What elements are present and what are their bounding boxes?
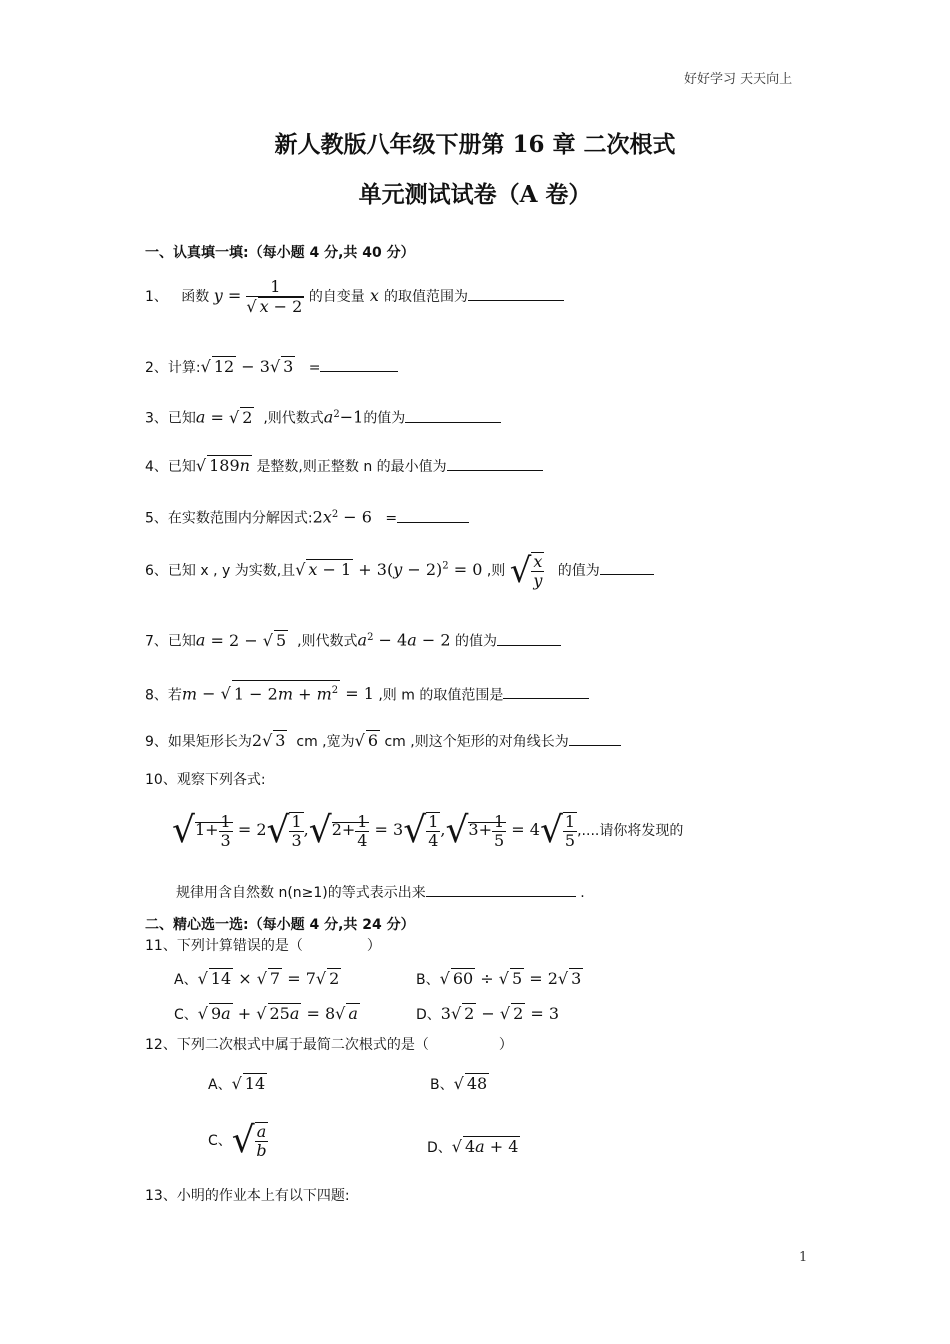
q12-option-c[interactable]: C、√ $\frac{a}{b}$ bbox=[208, 1120, 267, 1161]
section2-heading: 二、精心选一选:（每小题 4 分,共 24 分） bbox=[145, 917, 415, 933]
doc-title: 新人教版八年级下册第 16 章 二次根式 bbox=[274, 131, 676, 158]
question-11: 11、下列计算错误的是（ ） bbox=[145, 938, 381, 954]
question-4: 4、已知√ 189n 是整数,则正整数 n 的最小值为 bbox=[145, 455, 543, 477]
q6-answer-blank[interactable] bbox=[600, 560, 654, 575]
q3-answer-blank[interactable] bbox=[405, 408, 501, 423]
q10-answer-blank[interactable] bbox=[426, 882, 576, 897]
question-8: 8、若m − √ $1 - 2m + m^2 = 1$ ,则 m 的取值范围是 bbox=[145, 680, 589, 705]
q12-option-a[interactable]: A、√ 14 bbox=[208, 1074, 266, 1093]
question-12: 12、下列二次根式中属于最简二次根式的是（ ） bbox=[145, 1037, 513, 1053]
q11-option-b[interactable]: B、√ 60 ÷ √ 5 = 2√ 3 bbox=[416, 969, 582, 988]
doc-subtitle: 单元测试试卷（A 卷） bbox=[358, 181, 592, 208]
q6-fraction: $\frac{x}{y}$ bbox=[533, 552, 543, 590]
q1-answer-blank[interactable] bbox=[468, 286, 564, 301]
section1-heading: 一、认真填一填:（每小题 4 分,共 40 分） bbox=[145, 245, 415, 261]
q11-option-d[interactable]: D、3√ 2 − √ 2 = 3 bbox=[416, 1004, 560, 1023]
question-6: 6、已知 x , y 为实数,且√ $x - 1 + 3(y - 2)^2 = 0$ ,则 √ $\frac{x}{y}$ 的值为 bbox=[145, 552, 654, 590]
question-3: 3、已知a = √ 2 ,则代数式$a^2-1$的值为 bbox=[145, 405, 501, 429]
question-2: 2、计算:√ 12 − 3√ 3 = bbox=[145, 356, 398, 378]
header-motto: 好好学习 天天向上 bbox=[684, 72, 793, 87]
q8-answer-blank[interactable] bbox=[503, 684, 589, 699]
q11-option-a[interactable]: A、√ 14 × √ 7 = 7√ 2 bbox=[174, 969, 340, 988]
q10-line2: 规律用含自然数 n(n≥1)的等式表示出来 . bbox=[176, 882, 585, 903]
q12-option-d[interactable]: D、√ 4a + 4 bbox=[427, 1137, 519, 1156]
page-number: 1 bbox=[799, 1250, 808, 1265]
q7-answer-blank[interactable] bbox=[497, 631, 561, 646]
q2-answer-blank[interactable] bbox=[320, 357, 398, 372]
question-7: 7、已知a = 2 − √ 5 ,则代数式$a^2 - 4a - 2$ 的值为 bbox=[145, 628, 561, 652]
q12-option-b[interactable]: B、√ 48 bbox=[430, 1074, 488, 1093]
q10-pattern: √1+ $\frac{1}{3}$ = 2√ $\frac{1}{3}$ ,√2+ $\frac{1}{4}$ = 3√ $\frac{1}{4}$ ,√3+ $\frac{1}{5}$ = 4√ $\frac{1}{5}$ ,....请你将发现的 bbox=[172, 810, 684, 851]
question-1: 1、 函数 y = $\frac{1}{√ x - 2}$ 的自变量 x 的取值范围为 bbox=[145, 278, 564, 316]
q1-fraction: $\frac{1}{√ x - 2}$ bbox=[246, 277, 303, 316]
question-10: 10、观察下列各式: bbox=[145, 772, 266, 788]
question-5: 5、在实数范围内分解因式$:2x^2 - 6$ = bbox=[145, 505, 469, 529]
q11-option-c[interactable]: C、√ 9a + √ 25a = 8√ a bbox=[174, 1004, 358, 1023]
question-13: 13、小明的作业本上有以下四题: bbox=[145, 1188, 350, 1204]
q5-answer-blank[interactable] bbox=[397, 508, 469, 523]
q4-answer-blank[interactable] bbox=[447, 456, 543, 471]
q9-answer-blank[interactable] bbox=[569, 731, 621, 746]
question-9: 9、如果矩形长为2√ 3 cm ,宽为√ 6 cm ,则这个矩形的对角线长为 bbox=[145, 730, 621, 752]
